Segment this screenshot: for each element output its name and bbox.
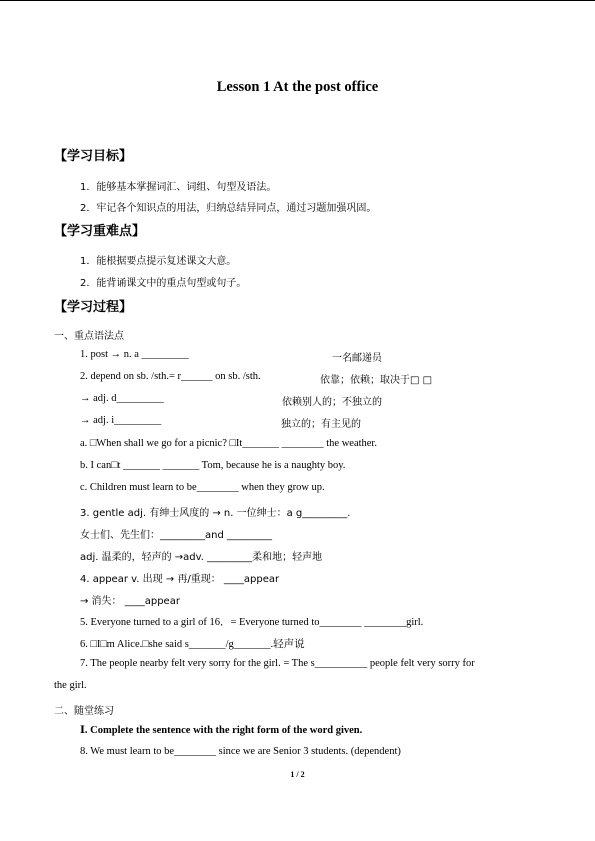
exercise-line-8: 8. We must learn to be________ since we are Senior 3 students. (dependent) — [80, 746, 401, 757]
line-a: a. □When shall we go for a picnic? □It_______ ________ the weather. — [80, 438, 377, 449]
top-rule — [0, 0, 595, 1]
line-3-en: → adj. d_________ — [80, 393, 164, 404]
line-c: c. Children must learn to be________ when they grow up. — [80, 482, 325, 493]
part2-heading: 二、随堂练习 — [54, 706, 114, 717]
page-title: Lesson 1 At the post office — [216, 79, 379, 95]
goal-item-1: 1．能够基本掌握词汇、词组、句型及语法。 — [80, 182, 277, 193]
part2-instruction: Ⅰ. Complete the sentence with the right form of the word given. — [80, 725, 363, 736]
line-4-cn: 独立的；有主见的 — [281, 419, 361, 430]
line-disappear: → 消失： ____appear — [80, 596, 180, 607]
key-point-item-1: 1．能根据要点提示复述课文大意。 — [80, 256, 237, 267]
section-heading-goals: 【学习目标】 — [54, 149, 133, 164]
line-5: 5. Everyone turned to a girl of 16．= Everyone turned to________ ________girl. — [80, 617, 424, 628]
part1-heading: 一、重点语法点 — [54, 331, 124, 342]
line-1-en: 1. post → n. a _________ — [80, 349, 189, 360]
page-number: 1 / 2 — [290, 770, 305, 779]
line-3-gentle: 3. gentle adj. 有绅士风度的 → n. 一位绅士：a g_________. — [80, 508, 351, 519]
line-7: 7. The people nearby felt very sorry for the girl. = The s__________ people felt very sorry for — [80, 658, 475, 669]
line-gentle-adv: adj. 温柔的，轻声的 →adv. _________柔和地；轻声地 — [80, 552, 323, 563]
line-7-cont: the girl. — [54, 680, 87, 691]
key-point-item-2: 2．能背诵课文中的重点句型或句子。 — [80, 278, 247, 289]
line-b: b. I can□t _______ _______ Tom, because he is a naughty boy. — [80, 460, 346, 471]
section-heading-key-points: 【学习重难点】 — [54, 224, 146, 239]
line-3-cn: 依赖别人的；不独立的 — [282, 397, 382, 408]
line-2-cn: 依靠；依赖；取决于□ □ — [320, 375, 433, 386]
goal-item-2: 2．牢记各个知识点的用法，归纳总结异同点，通过习题加强巩固。 — [80, 203, 377, 214]
line-2-en: 2. depend on sb. /sth.= r______ on sb. /sth. — [80, 371, 261, 382]
line-ladies-gentlemen: 女士们、先生们：_________and _________ — [80, 530, 272, 541]
line-6: 6. □I□m Alice.□she said s_______/g_______.轻声说 — [80, 639, 305, 650]
line-1-cn: 一名邮递员 — [332, 353, 382, 364]
section-heading-process: 【学习过程】 — [54, 300, 133, 315]
line-4-appear: 4. appear v. 出现 → 再/重现： ____appear — [80, 574, 280, 585]
line-4-en: → adj. i_________ — [80, 415, 162, 426]
